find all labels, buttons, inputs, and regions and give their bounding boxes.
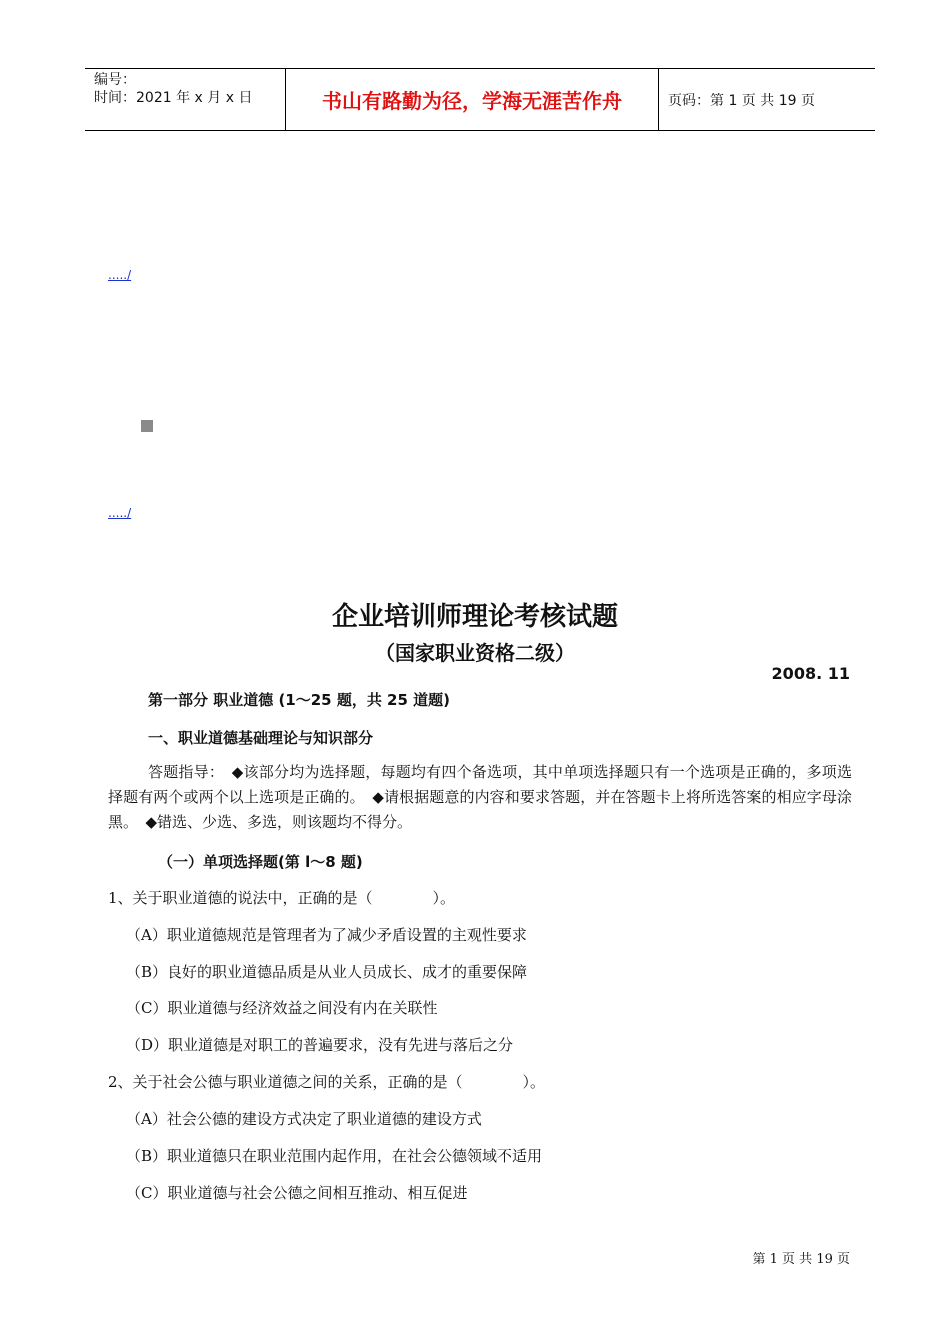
q2-option-b: （B）职业道德只在职业范围内起作用，在社会公德领域不适用 — [126, 1147, 543, 1165]
instructions-paragraph: 答题指导： ◆该部分均为选择题，每题均有四个备选项，其中单项选择题只有一个选项是正确的，多项选择题有两个或两个以上选项是正确的。 ◆请根据题意的内容和要求答题，并在答题卡上将所选答案的相应字母涂黑。 ◆错选、少选、多选，则该题均不得分。 — [108, 763, 852, 831]
section1-heading: 一、职业道德基础理论与知识部分 — [148, 729, 374, 747]
q2-option-a: （A）社会公德的建设方式决定了职业道德的建设方式 — [126, 1110, 482, 1128]
question-2: 2、关于社会公德与职业道德之间的关系，正确的是（ ）。 — [108, 1073, 546, 1091]
number-label: 编号： — [94, 72, 136, 88]
header-meta — [85, 69, 286, 130]
document-header — [85, 68, 875, 131]
part1-heading: 第一部分 职业道德 (1～25 题，共 25 道题) — [148, 691, 451, 709]
document-title: 企业培训师理论考核试题 — [331, 602, 618, 632]
q1-option-a: （A）职业道德规范是管理者为了减少矛盾设置的主观性要求 — [126, 926, 527, 944]
subsection-heading: （一）单项选择题(第 l～8 题) — [158, 853, 363, 871]
q1-option-d: （D）职业道德是对职工的普遍要求，没有先进与落后之分 — [126, 1036, 514, 1054]
square-icon — [141, 420, 153, 432]
document-date: 2008. 11 — [771, 664, 850, 683]
time-label: 时间：2021 年 x 月 x 日 — [94, 90, 253, 106]
q2-option-c: （C）职业道德与社会公德之间相互推动、相互促进 — [126, 1184, 468, 1202]
link-second[interactable]: ...../ — [108, 506, 132, 520]
q1-option-b: （B）良好的职业道德品质是从业人员成长、成才的重要保障 — [126, 963, 528, 981]
document-subtitle: （国家职业资格二级） — [375, 641, 575, 665]
q1-option-c: （C）职业道德与经济效益之间没有内在关联性 — [126, 999, 438, 1017]
header-page-info: 页码：第 1 页 共 19 页 — [668, 92, 815, 109]
header-motto: 书山有路勤为径，学海无涯苦作舟 — [286, 69, 659, 130]
page-footer: 第 1 页 共 19 页 — [752, 1252, 850, 1267]
question-1: 1、关于职业道德的说法中，正确的是（ ）。 — [108, 889, 456, 907]
link-first[interactable]: ...../ — [108, 268, 132, 282]
